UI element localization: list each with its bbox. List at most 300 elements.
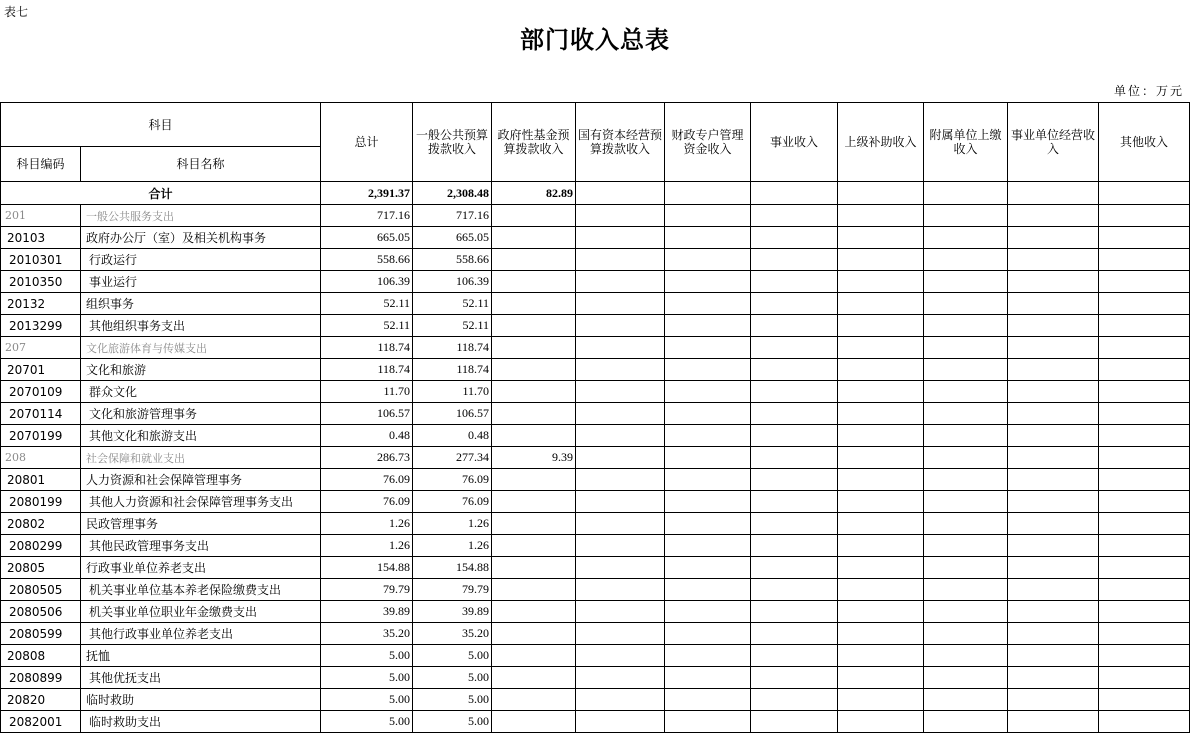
subject-code: 2010301 — [1, 249, 81, 271]
general-budget-cell: 1.26 — [413, 513, 492, 535]
subject-name: 群众文化 — [81, 381, 321, 403]
subject-code: 2070114 — [1, 403, 81, 425]
empty-cell — [751, 315, 838, 337]
general-budget-cell: 52.11 — [413, 293, 492, 315]
general-budget-cell: 5.00 — [413, 645, 492, 667]
empty-cell — [576, 425, 665, 447]
table-row — [1, 337, 1190, 359]
empty-cell — [838, 425, 924, 447]
subject-name: 人力资源和社会保障管理事务 — [81, 469, 321, 491]
header-operating: 事业单位经营收入 — [1008, 103, 1099, 182]
total-cell: 717.16 — [321, 205, 413, 227]
gov-fund-cell — [492, 425, 576, 447]
empty-cell — [1008, 623, 1099, 645]
empty-cell — [924, 535, 1008, 557]
empty-cell — [838, 293, 924, 315]
table-row — [1, 293, 1190, 315]
subject-name: 文化和旅游管理事务 — [81, 403, 321, 425]
table-row — [1, 469, 1190, 491]
empty-cell — [665, 645, 751, 667]
general-budget-cell: 11.70 — [413, 381, 492, 403]
empty-cell — [924, 623, 1008, 645]
empty-cell — [1008, 711, 1099, 733]
empty-cell — [665, 293, 751, 315]
total-cell: 286.73 — [321, 447, 413, 469]
empty-cell — [1008, 601, 1099, 623]
gov-fund-cell — [492, 689, 576, 711]
empty-cell — [576, 491, 665, 513]
table-row — [1, 425, 1190, 447]
subject-name: 社会保障和就业支出 — [81, 447, 321, 469]
subject-name: 机关事业单位基本养老保险缴费支出 — [81, 579, 321, 601]
total-cell: 154.88 — [321, 557, 413, 579]
empty-cell — [1099, 315, 1190, 337]
empty-cell — [1099, 227, 1190, 249]
empty-cell — [576, 579, 665, 601]
table-row — [1, 271, 1190, 293]
empty-cell — [838, 227, 924, 249]
gov-fund-cell — [492, 205, 576, 227]
empty-cell — [665, 205, 751, 227]
empty-cell — [665, 425, 751, 447]
empty-cell — [1099, 359, 1190, 381]
table-row — [1, 623, 1190, 645]
empty-cell — [1008, 227, 1099, 249]
empty-cell — [924, 513, 1008, 535]
empty-cell — [576, 381, 665, 403]
empty-cell — [838, 337, 924, 359]
empty-cell — [838, 469, 924, 491]
gov-fund-cell: 9.39 — [492, 447, 576, 469]
empty-cell — [576, 645, 665, 667]
subject-code: 20802 — [1, 513, 81, 535]
empty-cell — [1099, 601, 1190, 623]
empty-cell — [751, 469, 838, 491]
empty-cell — [665, 359, 751, 381]
empty-cell — [665, 579, 751, 601]
header-special-fund: 财政专户管理资金收入 — [665, 103, 751, 182]
empty-cell — [665, 623, 751, 645]
header-business: 事业收入 — [751, 103, 838, 182]
empty-cell — [1099, 667, 1190, 689]
empty-cell — [924, 469, 1008, 491]
empty-cell — [1099, 381, 1190, 403]
subject-name: 文化和旅游 — [81, 359, 321, 381]
general-budget-cell: 106.39 — [413, 271, 492, 293]
total-general-budget: 2,308.48 — [413, 182, 492, 205]
empty-cell — [751, 711, 838, 733]
subject-code: 20808 — [1, 645, 81, 667]
empty-cell — [1008, 491, 1099, 513]
header-other: 其他收入 — [1099, 103, 1190, 182]
general-budget-cell: 35.20 — [413, 623, 492, 645]
subject-name: 临时救助支出 — [81, 711, 321, 733]
empty-cell — [838, 579, 924, 601]
gov-fund-cell — [492, 227, 576, 249]
empty-cell — [1099, 711, 1190, 733]
empty-cell — [751, 249, 838, 271]
empty-cell — [838, 271, 924, 293]
empty-cell — [924, 579, 1008, 601]
general-budget-cell: 118.74 — [413, 359, 492, 381]
empty-cell — [665, 447, 751, 469]
general-budget-cell: 0.48 — [413, 425, 492, 447]
empty-cell — [576, 601, 665, 623]
empty-cell — [924, 337, 1008, 359]
subject-name: 临时救助 — [81, 689, 321, 711]
general-budget-cell: 154.88 — [413, 557, 492, 579]
subject-name: 其他优抚支出 — [81, 667, 321, 689]
subject-name: 文化旅游体育与传媒支出 — [81, 337, 321, 359]
total-cell: 1.26 — [321, 535, 413, 557]
empty-cell — [751, 557, 838, 579]
subject-code: 20103 — [1, 227, 81, 249]
empty-cell — [665, 601, 751, 623]
empty-cell — [576, 469, 665, 491]
empty-cell — [838, 711, 924, 733]
empty-cell — [924, 491, 1008, 513]
empty-cell — [838, 381, 924, 403]
table-row — [1, 403, 1190, 425]
empty-cell — [751, 205, 838, 227]
general-budget-cell: 717.16 — [413, 205, 492, 227]
subject-name: 事业运行 — [81, 271, 321, 293]
empty-cell — [751, 293, 838, 315]
empty-cell — [576, 249, 665, 271]
subject-name: 其他组织事务支出 — [81, 315, 321, 337]
empty-cell — [751, 425, 838, 447]
subject-code: 2013299 — [1, 315, 81, 337]
total-cell: 79.79 — [321, 579, 413, 601]
subject-name: 抚恤 — [81, 645, 321, 667]
empty-cell — [751, 271, 838, 293]
empty-cell — [1008, 359, 1099, 381]
empty-cell — [1099, 579, 1190, 601]
subject-code: 20820 — [1, 689, 81, 711]
empty-cell — [838, 205, 924, 227]
total-cell: 76.09 — [321, 469, 413, 491]
general-budget-cell: 79.79 — [413, 579, 492, 601]
subject-name: 行政事业单位养老支出 — [81, 557, 321, 579]
general-budget-cell: 277.34 — [413, 447, 492, 469]
empty-cell — [924, 205, 1008, 227]
subject-code: 20701 — [1, 359, 81, 381]
subject-code: 2080899 — [1, 667, 81, 689]
empty-cell — [924, 249, 1008, 271]
empty-cell — [1099, 403, 1190, 425]
table-row — [1, 227, 1190, 249]
empty-cell — [1008, 403, 1099, 425]
empty-cell — [665, 513, 751, 535]
total-cell: 52.11 — [321, 315, 413, 337]
table-row — [1, 711, 1190, 733]
table-row — [1, 535, 1190, 557]
table-row — [1, 513, 1190, 535]
empty-cell — [1008, 557, 1099, 579]
general-budget-cell: 1.26 — [413, 535, 492, 557]
empty-cell — [751, 623, 838, 645]
empty-cell — [838, 249, 924, 271]
total-cell: 5.00 — [321, 645, 413, 667]
unit-label: 单位：万元 — [1113, 84, 1184, 98]
table-row — [1, 667, 1190, 689]
total-cell: 5.00 — [321, 689, 413, 711]
subject-code: 2010350 — [1, 271, 81, 293]
empty-cell — [576, 513, 665, 535]
subject-code: 2070109 — [1, 381, 81, 403]
general-budget-cell: 5.00 — [413, 711, 492, 733]
gov-fund-cell — [492, 557, 576, 579]
empty-cell — [1099, 205, 1190, 227]
empty-cell — [665, 667, 751, 689]
subject-name: 民政管理事务 — [81, 513, 321, 535]
empty-cell — [1099, 425, 1190, 447]
income-table — [0, 102, 1190, 733]
empty-cell — [751, 601, 838, 623]
empty-cell — [576, 667, 665, 689]
general-budget-cell: 5.00 — [413, 689, 492, 711]
total-cell: 118.74 — [321, 359, 413, 381]
empty-cell — [751, 381, 838, 403]
table-row — [1, 447, 1190, 469]
gov-fund-cell — [492, 667, 576, 689]
table-row — [1, 557, 1190, 579]
empty-cell — [838, 667, 924, 689]
empty-cell — [665, 337, 751, 359]
table-number: 表七 — [4, 5, 29, 19]
empty-cell — [838, 447, 924, 469]
total-cell: 5.00 — [321, 667, 413, 689]
empty-cell — [924, 711, 1008, 733]
table-row — [1, 491, 1190, 513]
total-cell: 39.89 — [321, 601, 413, 623]
total-cell: 106.57 — [321, 403, 413, 425]
empty-cell — [1099, 469, 1190, 491]
gov-fund-cell — [492, 249, 576, 271]
empty-cell — [924, 447, 1008, 469]
empty-cell — [576, 623, 665, 645]
gov-fund-cell — [492, 491, 576, 513]
table-row — [1, 315, 1190, 337]
empty-cell — [576, 447, 665, 469]
empty-cell — [1008, 447, 1099, 469]
total-cell: 106.39 — [321, 271, 413, 293]
empty-cell — [751, 579, 838, 601]
total-cell: 52.11 — [321, 293, 413, 315]
empty-cell — [838, 557, 924, 579]
total-cell: 118.74 — [321, 337, 413, 359]
empty-cell — [751, 337, 838, 359]
empty-cell — [665, 271, 751, 293]
header-subject: 科目 — [1, 103, 321, 147]
subject-name: 其他人力资源和社会保障管理事务支出 — [81, 491, 321, 513]
empty-cell — [751, 359, 838, 381]
gov-fund-cell — [492, 535, 576, 557]
table-row — [1, 381, 1190, 403]
total-cell: 1.26 — [321, 513, 413, 535]
table-row — [1, 359, 1190, 381]
gov-fund-cell — [492, 623, 576, 645]
empty-cell — [838, 359, 924, 381]
empty-cell — [838, 601, 924, 623]
empty-cell — [665, 315, 751, 337]
subject-code: 20132 — [1, 293, 81, 315]
empty-cell — [1008, 579, 1099, 601]
subject-name: 组织事务 — [81, 293, 321, 315]
empty-cell — [665, 535, 751, 557]
empty-cell — [665, 689, 751, 711]
empty-cell — [924, 315, 1008, 337]
empty-cell — [1008, 667, 1099, 689]
empty-cell — [1008, 689, 1099, 711]
header-gov-fund: 政府性基金预算拨款收入 — [492, 103, 576, 182]
empty-cell — [576, 711, 665, 733]
empty-cell — [838, 403, 924, 425]
empty-cell — [751, 535, 838, 557]
gov-fund-cell — [492, 271, 576, 293]
empty-cell — [924, 381, 1008, 403]
empty-cell — [576, 337, 665, 359]
empty-cell — [924, 271, 1008, 293]
gov-fund-cell — [492, 293, 576, 315]
subject-code: 2080506 — [1, 601, 81, 623]
table-row — [1, 579, 1190, 601]
page-title: 部门收入总表 — [520, 25, 670, 54]
empty-cell — [1099, 513, 1190, 535]
empty-cell — [1008, 205, 1099, 227]
general-budget-cell: 558.66 — [413, 249, 492, 271]
table-row — [1, 249, 1190, 271]
gov-fund-cell — [492, 337, 576, 359]
empty-cell — [665, 557, 751, 579]
subject-name: 机关事业单位职业年金缴费支出 — [81, 601, 321, 623]
subject-code: 201 — [1, 205, 81, 227]
table-row — [1, 689, 1190, 711]
subject-code: 2080599 — [1, 623, 81, 645]
empty-cell — [665, 403, 751, 425]
header-general-budget: 一般公共预算拨款收入 — [413, 103, 492, 182]
empty-cell — [1099, 249, 1190, 271]
general-budget-cell: 5.00 — [413, 667, 492, 689]
empty-cell — [1008, 337, 1099, 359]
subject-code: 2080199 — [1, 491, 81, 513]
empty-cell — [1099, 271, 1190, 293]
total-label: 合计 — [1, 182, 321, 205]
header-subject-name: 科目名称 — [81, 147, 321, 182]
total-cell: 76.09 — [321, 491, 413, 513]
empty-cell — [665, 249, 751, 271]
empty-cell — [924, 601, 1008, 623]
subject-name: 其他民政管理事务支出 — [81, 535, 321, 557]
empty-cell — [1008, 425, 1099, 447]
header-affiliated: 附属单位上缴收入 — [924, 103, 1008, 182]
empty-cell — [751, 491, 838, 513]
total-cell: 11.70 — [321, 381, 413, 403]
gov-fund-cell — [492, 359, 576, 381]
empty-cell — [1008, 381, 1099, 403]
empty-cell — [924, 667, 1008, 689]
gov-fund-cell — [492, 403, 576, 425]
general-budget-cell: 76.09 — [413, 491, 492, 513]
empty-cell — [1008, 645, 1099, 667]
subject-name: 行政运行 — [81, 249, 321, 271]
empty-cell — [1008, 469, 1099, 491]
empty-cell — [924, 403, 1008, 425]
empty-cell — [751, 645, 838, 667]
subject-code: 2080505 — [1, 579, 81, 601]
total-cell: 0.48 — [321, 425, 413, 447]
empty-cell — [576, 227, 665, 249]
empty-cell — [576, 557, 665, 579]
empty-cell — [1099, 535, 1190, 557]
empty-cell — [1099, 689, 1190, 711]
empty-cell — [576, 403, 665, 425]
empty-cell — [576, 271, 665, 293]
subject-code: 20801 — [1, 469, 81, 491]
subject-code: 20805 — [1, 557, 81, 579]
empty-cell — [751, 689, 838, 711]
empty-cell — [576, 315, 665, 337]
subject-name: 其他文化和旅游支出 — [81, 425, 321, 447]
empty-cell — [665, 711, 751, 733]
total-gov-fund: 82.89 — [492, 182, 576, 205]
general-budget-cell: 39.89 — [413, 601, 492, 623]
subject-code: 2070199 — [1, 425, 81, 447]
header-total: 总计 — [321, 103, 413, 182]
empty-cell — [924, 645, 1008, 667]
gov-fund-cell — [492, 513, 576, 535]
empty-cell — [924, 425, 1008, 447]
subject-name: 政府办公厅（室）及相关机构事务 — [81, 227, 321, 249]
empty-cell — [576, 359, 665, 381]
empty-cell — [924, 557, 1008, 579]
empty-cell — [924, 689, 1008, 711]
empty-cell — [665, 469, 751, 491]
empty-cell — [665, 491, 751, 513]
empty-cell — [924, 293, 1008, 315]
empty-cell — [1008, 249, 1099, 271]
empty-cell — [576, 293, 665, 315]
total-cell: 665.05 — [321, 227, 413, 249]
general-budget-cell: 106.57 — [413, 403, 492, 425]
empty-cell — [751, 403, 838, 425]
empty-cell — [1099, 293, 1190, 315]
empty-cell — [751, 447, 838, 469]
header-superior-subsidy: 上级补助收入 — [838, 103, 924, 182]
subject-code: 208 — [1, 447, 81, 469]
gov-fund-cell — [492, 601, 576, 623]
subject-name: 其他行政事业单位养老支出 — [81, 623, 321, 645]
total-row — [1, 182, 1190, 205]
empty-cell — [838, 491, 924, 513]
general-budget-cell: 76.09 — [413, 469, 492, 491]
empty-cell — [1099, 447, 1190, 469]
empty-cell — [751, 513, 838, 535]
empty-cell — [1099, 337, 1190, 359]
empty-cell — [1008, 271, 1099, 293]
empty-cell — [1099, 557, 1190, 579]
empty-cell — [1099, 491, 1190, 513]
total-total: 2,391.37 — [321, 182, 413, 205]
gov-fund-cell — [492, 579, 576, 601]
empty-cell — [838, 623, 924, 645]
empty-cell — [838, 513, 924, 535]
table-row — [1, 205, 1190, 227]
table-row — [1, 601, 1190, 623]
gov-fund-cell — [492, 469, 576, 491]
empty-cell — [838, 315, 924, 337]
empty-cell — [1099, 645, 1190, 667]
